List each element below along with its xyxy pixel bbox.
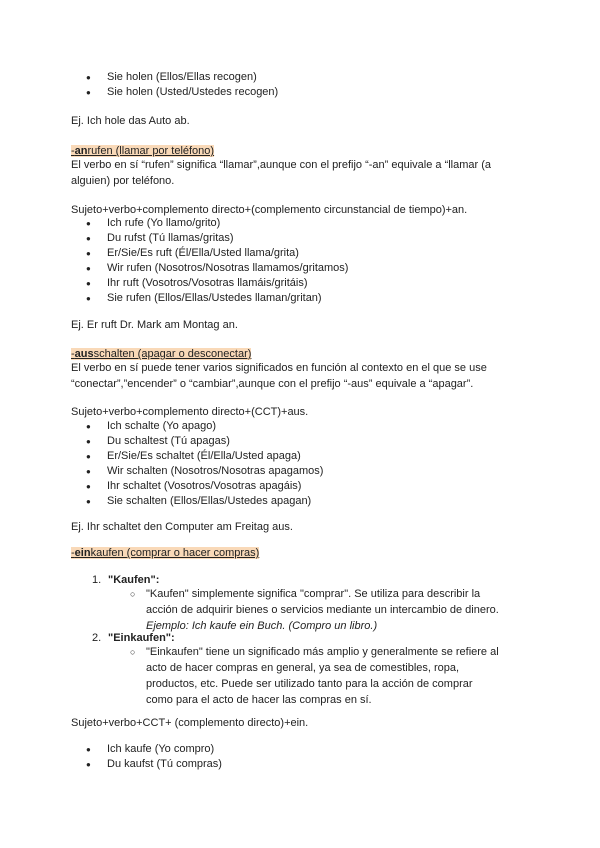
anrufen-conjugation-list xyxy=(86,216,348,306)
sub-item-einkaufen: ○ "Einkaufen" tiene un significado más amplio y generalmente se refiere al acto de hacer compras en general, ya sea de comestibles, ropa, productos, etc. Puede ser utilizado tanto para la acción de comprar como para el acto de hacer las compras en sí. xyxy=(130,646,499,706)
example-anrufen: Ej. Er ruft Dr. Mark am Montag an. xyxy=(71,319,238,331)
list-item: ● Er/Sie/Es ruft (Él/Ella/Usted llama/grita) xyxy=(86,246,348,261)
heading-ausschalten: -ausschalten (apagar o desconectar) xyxy=(71,348,252,360)
example-ausschalten: Ej. Ihr schaltet den Computer am Freitag aus. xyxy=(71,521,293,533)
sub-item-kaufen: ○ "Kaufen" simplemente significa "comprar". Se utiliza para describir la acción de adquirir bienes o servicios mediante un intercambio de dinero. Ejemplo: Ich kaufe ein Buch. (Compro un libro.) xyxy=(130,588,499,632)
description-ausschalten: El verbo en sí puede tener varios significados en función al contexto en el que se use “conectar”,”encender” o “cambiar”,aunque con el prefijo “-aus” equivale a “apagar”. xyxy=(71,362,487,390)
list-item: ● Wir schalten (Nosotros/Nosotras apagamos) xyxy=(86,464,323,479)
description-anrufen: El verbo en sí “rufen” significa “llamar”,aunque con el prefijo “-an” equivale a “llamar (a alguien) por teléfono. xyxy=(71,159,492,187)
circle-bullet-icon: ○ xyxy=(130,647,136,657)
heading-einkaufen: -einkaufen (comprar o hacer compras) xyxy=(71,547,260,559)
numbered-item-kaufen: 1. "Kaufen": xyxy=(92,574,160,586)
example-kaufen: Ejemplo: Ich kaufe ein Buch. (Compro un libro.) xyxy=(146,620,378,632)
list-item: ● Ihr schaltet (Vosotros/Vosotras apagáis) xyxy=(86,479,323,494)
list-item: ● Du kaufst (Tú compras) xyxy=(86,757,222,772)
einkaufen-conjugation-list xyxy=(86,742,222,772)
list-item: ● Wir rufen (Nosotros/Nosotras llamamos/gritamos) xyxy=(86,261,348,276)
list-item: ● Er/Sie/Es schaltet (Él/Ella/Usted apaga) xyxy=(86,449,323,464)
list-item: ● Ich kaufe (Yo compro) xyxy=(86,742,222,757)
circle-bullet-icon: ○ xyxy=(130,589,136,599)
structure-ausschalten: Sujeto+verbo+complemento directo+(CCT)+aus. xyxy=(71,406,309,418)
example-holen: Ej. Ich hole das Auto ab. xyxy=(71,115,190,127)
list-item: ● Sie schalten (Ellos/Ellas/Ustedes apagan) xyxy=(86,494,323,509)
list-item: ● Sie holen (Usted/Ustedes recogen) xyxy=(86,85,278,100)
ausschalten-conjugation-list xyxy=(86,419,323,509)
list-item: ● Ich schalte (Yo apago) xyxy=(86,419,323,434)
list-item: ● Sie holen (Ellos/Ellas recogen) xyxy=(86,70,278,85)
list-item: ● Du rufst (Tú llamas/gritas) xyxy=(86,231,348,246)
list-item: ● Du schaltest (Tú apagas) xyxy=(86,434,323,449)
list-item: ● Sie rufen (Ellos/Ellas/Ustedes llaman/gritan) xyxy=(86,291,348,306)
structure-einkaufen: Sujeto+verbo+CCT+ (complemento directo)+ein. xyxy=(71,717,309,729)
list-item: ● Ich rufe (Yo llamo/grito) xyxy=(86,216,348,231)
numbered-item-einkaufen: 2. "Einkaufen": xyxy=(92,632,175,644)
structure-anrufen: Sujeto+verbo+complemento directo+(complemento circunstancial de tiempo)+an. xyxy=(71,204,468,216)
list-item: ● Ihr ruft (Vosotros/Vosotras llamáis/gritáis) xyxy=(86,276,348,291)
holen-conjugation-list xyxy=(86,70,278,100)
heading-anrufen: -anrufen (llamar por teléfono) xyxy=(71,145,215,157)
